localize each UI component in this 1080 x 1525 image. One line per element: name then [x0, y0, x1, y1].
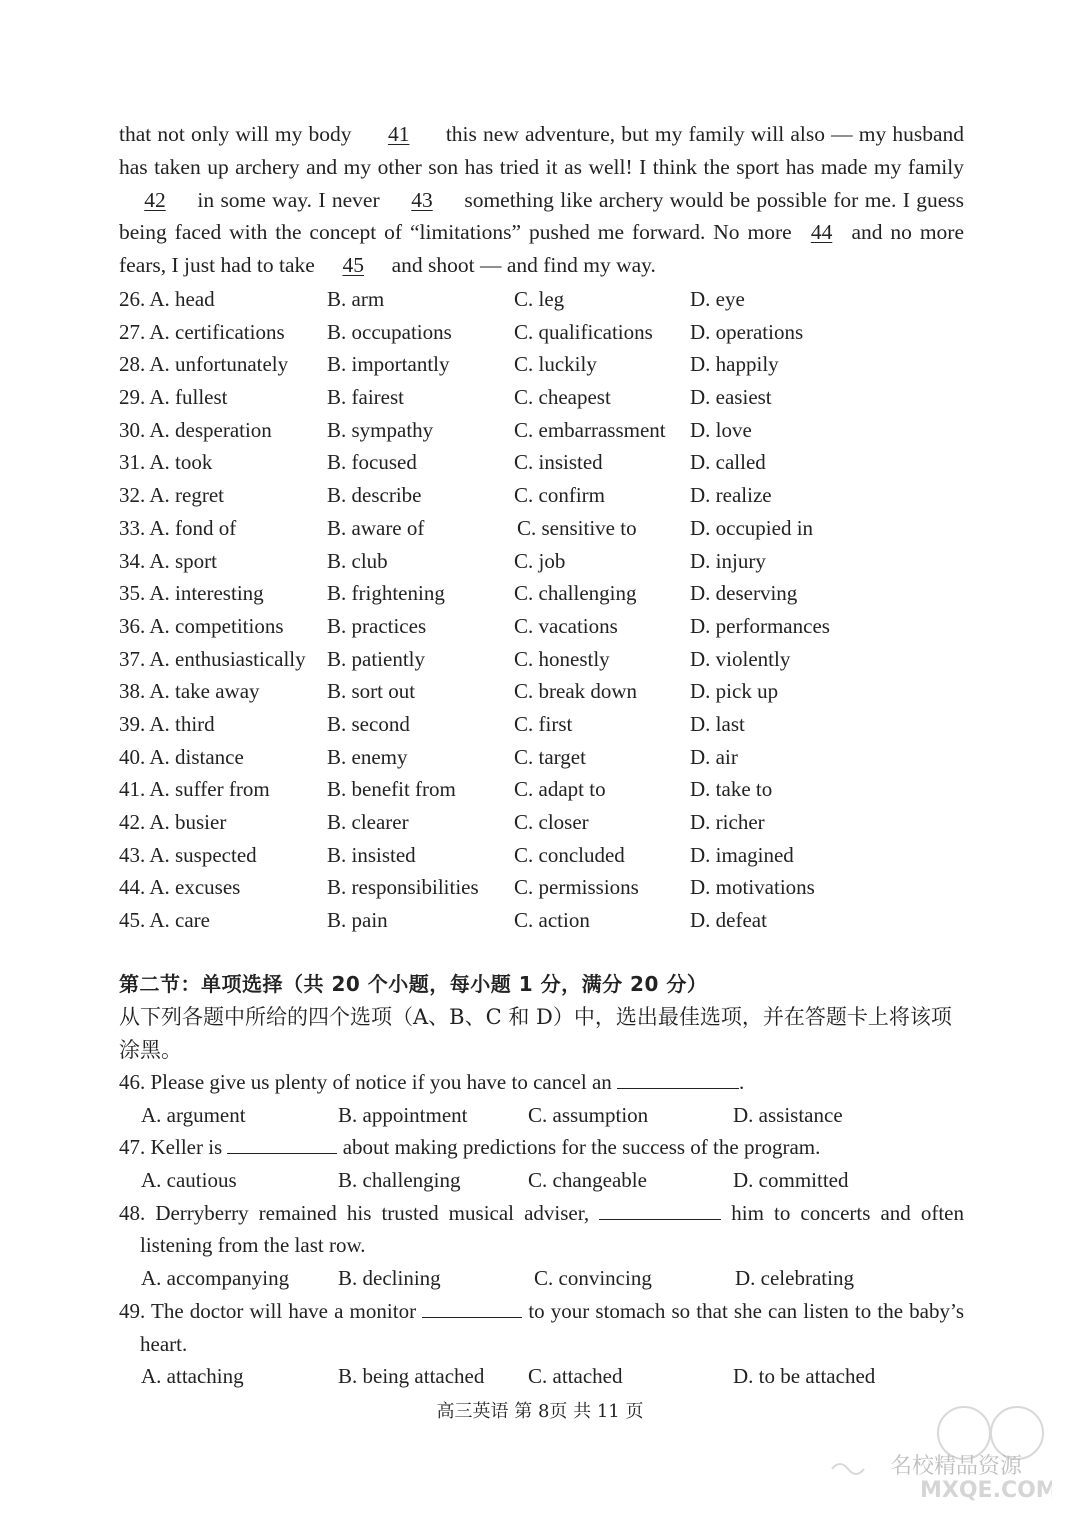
option-d: D. realize: [690, 483, 772, 508]
option-a: 43. A. suspected: [119, 842, 257, 867]
option-c: C. embarrassment: [514, 417, 666, 442]
option-d: D. love: [690, 417, 752, 442]
blank-43: 43: [411, 187, 433, 212]
option-c: C. challenging: [514, 581, 637, 606]
option-row: [119, 610, 964, 643]
choice-a: A. accompanying: [141, 1266, 290, 1291]
option-d: D. defeat: [690, 908, 767, 933]
choice-d: D. to be attached: [733, 1364, 876, 1389]
option-b: B. frightening: [327, 581, 445, 606]
option-c: C. vacations: [514, 613, 618, 638]
option-d: D. performances: [690, 613, 830, 638]
choice-d: D. committed: [733, 1168, 849, 1193]
choice-a: A. cautious: [141, 1168, 237, 1193]
option-b: B. sympathy: [327, 417, 434, 442]
option-c: C. adapt to: [514, 777, 606, 802]
option-c: C. sensitive to: [517, 515, 637, 540]
choice-a: A. attaching: [141, 1364, 244, 1389]
option-row: [119, 675, 964, 708]
option-d: D. imagined: [690, 842, 794, 867]
option-a: 33. A. fond of: [119, 515, 237, 540]
option-row: [119, 741, 964, 774]
option-row: [119, 904, 964, 937]
option-a: 40. A. distance: [119, 744, 244, 769]
cloze-passage: [119, 118, 964, 282]
option-c: C. leg: [514, 287, 565, 311]
option-b: B. responsibilities: [327, 875, 479, 900]
question-options: [119, 1099, 964, 1132]
option-a: 31. A. took: [119, 450, 213, 475]
choice-b: B. declining: [338, 1266, 441, 1291]
option-c: C. target: [514, 744, 586, 769]
option-row: [119, 708, 964, 741]
option-d: D. called: [690, 450, 766, 475]
option-row: [119, 577, 964, 610]
option-b: B. enemy: [327, 744, 408, 769]
option-a: 29. A. fullest: [119, 385, 228, 410]
question-text: him to concerts and often listening from the last row.: [140, 1200, 965, 1258]
option-b: B. second: [327, 711, 410, 736]
passage-segment: and shoot — and find my way.: [386, 253, 656, 278]
option-a: 45. A. care: [119, 908, 210, 933]
option-b: B. clearer: [327, 810, 409, 834]
option-d: D. air: [690, 744, 738, 769]
option-a: 41. A. suffer from: [119, 777, 270, 802]
choice-b: B. being attached: [338, 1364, 485, 1389]
choice-a: A. argument: [141, 1102, 246, 1127]
question-text: .: [739, 1070, 745, 1094]
option-b: B. sort out: [327, 679, 416, 704]
option-b: B. patiently: [327, 646, 425, 671]
option-d: D. eye: [690, 287, 745, 311]
single-choice-questions: [119, 1066, 964, 1393]
passage-text: [119, 118, 964, 282]
question-text: 49. The doctor will have a monitor: [119, 1298, 423, 1323]
passage-segment: in some way. I never: [191, 187, 386, 212]
option-d: D. motivations: [690, 875, 815, 900]
option-row: [119, 806, 964, 839]
option-row: [119, 479, 964, 512]
option-c: C. job: [514, 548, 566, 573]
option-a: 30. A. desperation: [119, 417, 272, 442]
question-text: 46. Please give us plenty of notice if you have to cancel an: [119, 1070, 618, 1094]
watermark-label: 名校精品资源: [890, 1454, 1023, 1479]
option-b: B. pain: [327, 908, 388, 933]
option-a: 39. A. third: [119, 711, 215, 736]
question-text: to your stomach so that she can listen to the baby’s heart.: [140, 1298, 965, 1356]
choice-c: C. attached: [528, 1364, 623, 1389]
option-d: D. last: [690, 711, 745, 736]
option-d: D. occupied in: [690, 515, 814, 540]
option-d: D. happily: [690, 352, 779, 377]
option-d: D. pick up: [690, 679, 779, 704]
option-c: C. luckily: [514, 352, 597, 377]
passage-segment: and no more fears, I just had to take: [119, 220, 965, 278]
cloze-options: [119, 283, 964, 937]
option-b: B. benefit from: [327, 777, 456, 802]
option-a: 35. A. interesting: [119, 581, 264, 606]
option-row: [119, 871, 964, 904]
option-b: B. arm: [327, 287, 385, 311]
option-b: B. focused: [327, 450, 417, 475]
section-title: 第二节：单项选择（共 20 个小题，每小题 1 分，满分 20 分）: [119, 972, 708, 996]
option-d: D. richer: [690, 810, 765, 834]
answer-blank: [617, 1070, 739, 1089]
section-instruction: 从下列各题中所给的四个选项（A、B、C 和 D）中，选出最佳选项，并在答题卡上将该项涂黑。: [119, 1005, 952, 1062]
option-b: B. fairest: [327, 385, 404, 410]
option-a: 34. A. sport: [119, 548, 218, 573]
answer-blank: [227, 1135, 337, 1154]
question-options: [119, 1360, 964, 1393]
watermark-logo: [812, 1397, 1052, 1507]
passage-segment: that not only will my body: [119, 122, 358, 146]
option-a: 38. A. take away: [119, 679, 260, 704]
blank-42: 42: [144, 187, 166, 212]
option-c: C. qualifications: [514, 319, 653, 344]
option-c: C. confirm: [514, 483, 605, 508]
option-c: C. break down: [514, 679, 638, 704]
watermark-site: MXQE.COM: [920, 1478, 1052, 1503]
option-c: C. first: [514, 711, 573, 736]
passage-segment: this new adventure, but my family will also — my husband has taken up archery and my other son has tried it as well! I think the sport has made my family: [119, 122, 964, 179]
option-row: [119, 643, 964, 676]
option-c: C. action: [514, 908, 590, 933]
option-d: D. violently: [690, 646, 791, 671]
question-stem: [119, 1295, 964, 1360]
option-b: B. insisted: [327, 842, 416, 867]
option-d: D. deserving: [690, 581, 798, 606]
option-d: D. injury: [690, 548, 766, 573]
option-b: B. occupations: [327, 319, 452, 344]
option-c: C. cheapest: [514, 385, 611, 410]
option-d: D. take to: [690, 777, 773, 802]
option-row: [119, 839, 964, 872]
blank-45: 45: [342, 253, 364, 278]
choice-c: C. convincing: [534, 1266, 652, 1291]
option-c: C. closer: [514, 810, 589, 834]
option-c: C. honestly: [514, 646, 610, 671]
blank-44: 44: [810, 220, 833, 245]
option-b: B. importantly: [327, 352, 450, 377]
question-text: 48. Derryberry remained his trusted musical adviser,: [119, 1200, 600, 1225]
option-b: B. club: [327, 548, 388, 573]
option-b: B. practices: [327, 613, 427, 638]
option-b: B. aware of: [327, 515, 425, 540]
option-row: [119, 316, 964, 349]
choice-c: C. assumption: [528, 1102, 649, 1127]
choice-c: C. changeable: [528, 1168, 647, 1193]
watermark-icon: [812, 1397, 1052, 1507]
option-a: 42. A. busier: [119, 810, 227, 834]
question-options: [119, 1164, 964, 1197]
choice-d: D. celebrating: [735, 1266, 854, 1291]
option-a: 36. A. competitions: [119, 613, 284, 638]
option-row: [119, 512, 964, 545]
option-row: [119, 348, 964, 381]
option-a: 28. A. unfortunately: [119, 352, 289, 377]
option-c: C. permissions: [514, 875, 639, 900]
option-row: [119, 414, 964, 447]
option-c: C. concluded: [514, 842, 625, 867]
option-a: 37. A. enthusiastically: [119, 646, 306, 671]
question-stem: [119, 1197, 964, 1262]
option-b: B. describe: [327, 483, 422, 508]
option-row: [119, 381, 964, 414]
answer-blank: [599, 1201, 721, 1220]
question-stem: [119, 1066, 964, 1099]
option-d: D. easiest: [690, 385, 772, 410]
blank-41: 41: [387, 122, 410, 146]
option-a: 44. A. excuses: [119, 875, 241, 900]
question-stem: [119, 1131, 964, 1164]
question-text: about making predictions for the success of the program.: [337, 1135, 821, 1160]
passage-segment: something like archery would be possible for me. I guess being faced with the concept of “limitations” pushed me forward. No more: [119, 187, 964, 245]
option-c: C. insisted: [514, 450, 603, 475]
question-options: [119, 1262, 964, 1295]
page-footer: 高三英语 第 8页 共 11 页: [436, 1401, 644, 1422]
option-row: [119, 283, 964, 316]
option-row: [119, 545, 964, 578]
choice-d: D. assistance: [733, 1102, 843, 1127]
answer-blank: [422, 1299, 522, 1318]
option-d: D. operations: [690, 319, 804, 344]
option-a: 32. A. regret: [119, 483, 224, 508]
choice-b: B. challenging: [338, 1168, 461, 1193]
option-a: 27. A. certifications: [119, 319, 285, 344]
option-a: 26. A. head: [119, 287, 215, 311]
option-row: [119, 446, 964, 479]
question-text: 47. Keller is: [119, 1135, 228, 1160]
option-row: [119, 773, 964, 806]
choice-b: B. appointment: [338, 1102, 468, 1127]
